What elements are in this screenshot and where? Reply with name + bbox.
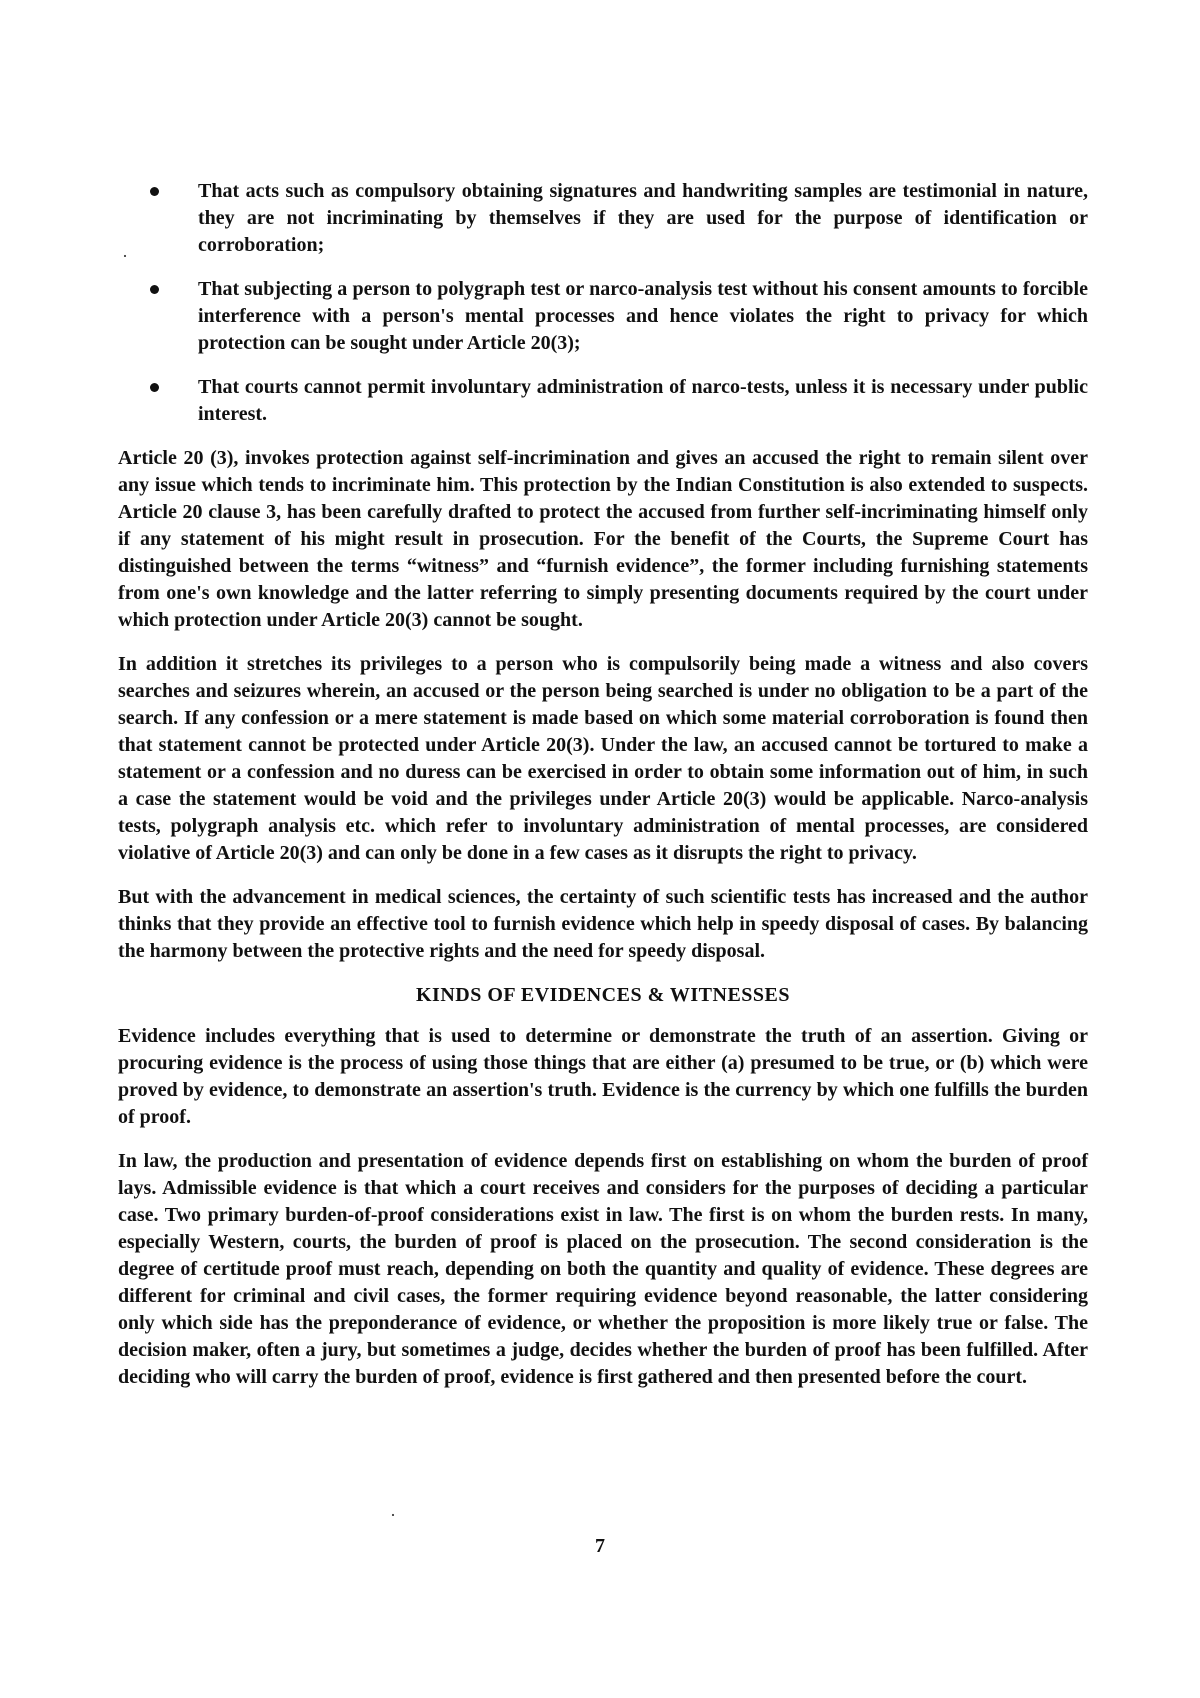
paragraph-article-20-3: Article 20 (3), invokes protection against self-incrimination and gives an accused the right to remain silent over any issue which tends to incriminate him. This protection by the Indian Constitution is also extended to suspects. Article 20 clause 3, has been carefully drafted to protect the accused from further self-incriminating himself only if any statement of his might result in prosecution. For the benefit of the Courts, the Supreme Court has distinguished between the terms “witness” and “furnish evidence”, the former including furnishing statements from one's own knowledge and the latter referring to simply presenting documents required by the court under which protection under Article 20(3) cannot be sought. xyxy=(118,447,1088,631)
section-heading: KINDS OF EVIDENCES & WITNESSES xyxy=(416,984,790,1006)
scan-speck-mark: · xyxy=(122,246,128,266)
paragraph-privileges: In addition it stretches its privileges to a person who is compulsorily being made a witness and also covers searches and seizures wherein, an accused or the person being searched is under no obligation to be a part of the search. If any confession or a mere statement is made based on which some material corroboration is found then that statement cannot be protected under Article 20(3). Under the law, an accused cannot be tortured to make a statement or a confession and no duress can be exercised in order to obtain some information out of him, in such a case the statement would be void and the privileges under Article 20(3) would be applicable. Narco-analysis tests, polygraph analysis etc. which refer to involuntary administration of mental processes, are considered violative of Article 20(3) and can only be done in a few cases as it disrupts the right to privacy. xyxy=(118,653,1088,864)
document-page xyxy=(118,178,1088,1408)
paragraph-burden-of-proof: In law, the production and presentation of evidence depends first on establishing on whom the burden of proof lays. Admissible evidence is that which a court receives and considers for the purposes of deciding a particular case. Two primary burden-of-proof considerations exist in law. The first is on whom the burden rests. In many, especially Western, courts, the burden of proof is placed on the prosecution. The second consideration is the degree of certitude proof must reach, depending on both the quantity and quality of evidence. These degrees are different for criminal and civil cases, the former requiring evidence beyond reasonable, the latter considering only which side has the preponderance of evidence, or whether the proposition is more likely true or false. The decision maker, often a jury, but sometimes a judge, decides whether the burden of proof has been fulfilled. After deciding who will carry the burden of proof, evidence is first gathered and then presented before the court. xyxy=(118,1150,1088,1388)
list-item: That courts cannot permit involuntary administration of narco-tests, unless it is necessary under public interest. xyxy=(118,374,1088,428)
paragraph-evidence-definition: Evidence includes everything that is used to determine or demonstrate the truth of an assertion. Giving or procuring evidence is the process of using those things that are either (a) presumed to be true, or (b) which were proved by evidence, to demonstrate an assertion's truth. Evidence is the currency by which one fulfills the burden of proof. xyxy=(118,1025,1088,1128)
paragraph-medical-sciences: But with the advancement in medical sciences, the certainty of such scientific tests has increased and the author thinks that they provide an effective tool to furnish evidence which help in speedy disposal of cases. By balancing the harmony between the protective rights and the need for speedy disposal. xyxy=(118,886,1088,962)
findings-list xyxy=(118,178,1088,428)
page-number: 7 xyxy=(595,1535,605,1557)
list-item: That acts such as compulsory obtaining signatures and handwriting samples are testimonial in nature, they are not incriminating by themselves if they are used for the purpose of identification or corroboration; xyxy=(118,178,1088,259)
list-item: That subjecting a person to polygraph test or narco-analysis test without his consent amounts to forcible interference with a person's mental processes and hence violates the right to privacy for which protection can be sought under Article 20(3); xyxy=(118,276,1088,357)
scan-speck-mark: · xyxy=(390,1505,396,1525)
